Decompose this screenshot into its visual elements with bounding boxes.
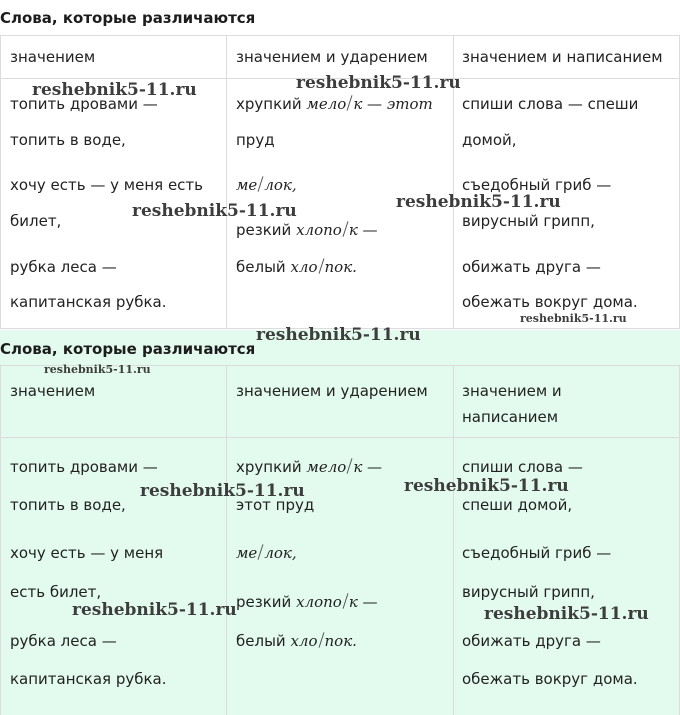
stress-mark — [318, 258, 324, 274]
watermark: reshebnik5-11.ru — [520, 312, 627, 325]
word-italic: хло — [290, 632, 318, 650]
word: хрупкий — [236, 458, 302, 476]
watermark: reshebnik5-11.ru — [32, 80, 197, 100]
watermark: reshebnik5-11.ru — [72, 600, 237, 620]
watermark: reshebnik5-11.ru — [484, 604, 649, 624]
word-italic: лок, — [264, 544, 297, 562]
cell-line: топить дровами — — [10, 458, 158, 476]
stress-mark — [342, 593, 348, 609]
cell-line: обежать вокруг дома. — [462, 670, 638, 688]
table-title: Слова, которые различаются — [0, 340, 256, 358]
cell-line: вирусный грипп, — [462, 583, 595, 601]
cell-line: топить в воде, — [10, 496, 126, 514]
cell-line — [236, 458, 382, 476]
header-divider — [0, 437, 680, 438]
table-2-section — [0, 330, 680, 715]
column-header: значением — [10, 48, 96, 66]
word-italic: к — этот — [353, 95, 433, 113]
column-header: написанием — [462, 408, 559, 426]
cell-line: рубка леса — — [10, 258, 117, 276]
column-header: значением и ударением — [236, 48, 428, 66]
word-italic: хлопо — [296, 221, 342, 239]
word: резкий — [236, 593, 292, 611]
stress-mark — [342, 221, 348, 237]
watermark: reshebnik5-11.ru — [296, 73, 461, 93]
word-italic: пок. — [324, 258, 357, 276]
column-header: значением — [10, 382, 96, 400]
cell-line: вирусный грипп, — [462, 212, 595, 230]
cell-line — [236, 176, 297, 194]
column-divider — [226, 35, 227, 329]
watermark: reshebnik5-11.ru — [404, 476, 569, 496]
cell-line: спиши слова — спеши — [462, 95, 639, 113]
cell-line: обижать друга — — [462, 258, 601, 276]
word: белый — [236, 258, 286, 276]
word-italic: к — — [353, 458, 383, 476]
cell-line: спиши слова — — [462, 458, 583, 476]
stress-mark — [347, 458, 353, 474]
cell-line: обижать друга — — [462, 632, 601, 650]
cell-line: спеши домой, — [462, 496, 573, 514]
watermark: reshebnik5-11.ru — [396, 192, 561, 212]
stress-mark — [347, 95, 353, 111]
cell-line — [236, 221, 378, 239]
word-italic: мело — [306, 458, 347, 476]
cell-line — [236, 95, 433, 113]
column-divider — [0, 365, 1, 715]
cell-line: пруд — [236, 131, 275, 149]
cell-line: капитанская рубка. — [10, 293, 167, 311]
word: хрупкий — [236, 95, 302, 113]
cell-line — [236, 632, 357, 650]
watermark: reshebnik5-11.ru — [44, 363, 151, 376]
word: белый — [236, 632, 286, 650]
cell-line — [236, 544, 297, 562]
watermark: reshebnik5-11.ru — [256, 325, 421, 345]
word-italic: мело — [306, 95, 347, 113]
watermark: reshebnik5-11.ru — [140, 481, 305, 501]
column-header: значением и написанием — [462, 48, 663, 66]
column-header: значением и — [462, 382, 562, 400]
word-italic: пок. — [324, 632, 357, 650]
word-italic: хлопо — [296, 593, 342, 611]
word-italic: к — — [348, 221, 378, 239]
column-header: значением и ударением — [236, 382, 428, 400]
cell-line: билет, — [10, 212, 62, 230]
table-title: Слова, которые различаются — [0, 9, 256, 27]
cell-line: есть билет, — [10, 583, 102, 601]
word-italic: хло — [290, 258, 318, 276]
cell-line: съедобный гриб — — [462, 176, 612, 194]
column-divider — [226, 365, 227, 715]
word-italic: лок, — [264, 176, 297, 194]
cell-line: топить в воде, — [10, 131, 126, 149]
word-italic: ме — [236, 176, 258, 194]
table-border-top — [0, 35, 680, 36]
stress-mark — [318, 632, 324, 648]
cell-line: топить дровами — — [10, 95, 158, 113]
column-divider — [453, 365, 454, 715]
stress-mark — [258, 176, 264, 192]
cell-line: обежать вокруг дома. — [462, 293, 638, 311]
cell-line: съедобный гриб — — [462, 544, 612, 562]
cell-line: рубка леса — — [10, 632, 117, 650]
word-italic: ме — [236, 544, 258, 562]
column-divider — [0, 35, 1, 329]
cell-line: домой, — [462, 131, 517, 149]
stress-mark — [258, 544, 264, 560]
cell-line: хочу есть — у меня — [10, 544, 164, 562]
cell-line: хочу есть — у меня есть — [10, 176, 203, 194]
cell-line: капитанская рубка. — [10, 670, 167, 688]
watermark: reshebnik5-11.ru — [132, 201, 297, 221]
word-italic: к — — [348, 593, 378, 611]
word: резкий — [236, 221, 292, 239]
cell-line — [236, 258, 357, 276]
cell-line: этот пруд — [236, 496, 315, 514]
cell-line — [236, 593, 378, 611]
